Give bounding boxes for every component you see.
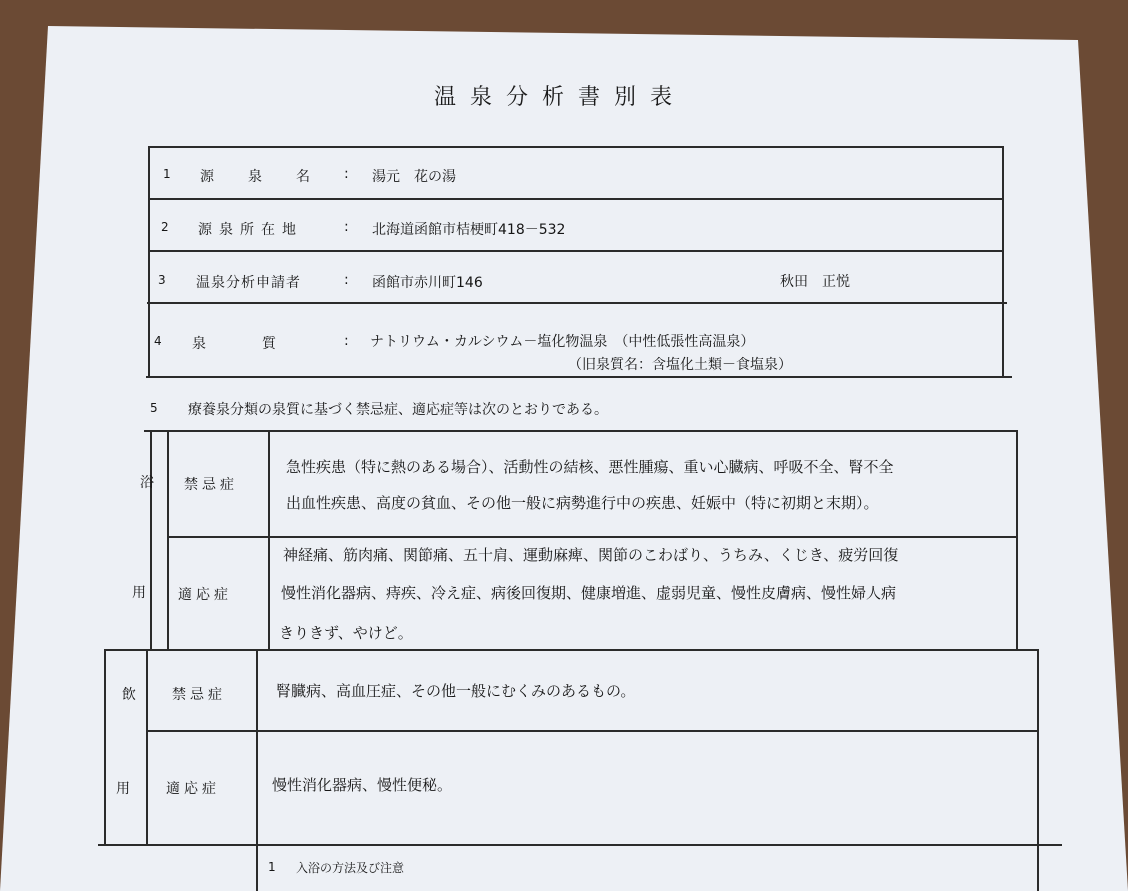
bath-indication-line: 神経痛、筋肉痛、関節痛、五十肩、運動麻痺、関節のこわばり、うちみ、くじき、疲労回復 [283,546,899,564]
spring-name: 湯元 花の湯 [372,169,456,185]
row-label: 泉 質 [192,336,276,352]
bath-contraindication-line: 出血性疾患、高度の貧血、その他一般に病勢進行中の疾患、妊娠中（特に初期と末期）。 [286,494,879,512]
bath-label: 用 [132,585,146,601]
drink-contraindications-label: 禁忌症 [172,687,226,703]
row-divider [98,844,1062,846]
spring-location: 北海道函館市桔梗町418－532 [372,222,566,238]
row-divider [148,250,1004,252]
bath-indication-line: きりきず、やけど。 [279,624,413,642]
col-divider [268,430,270,649]
bath-contraindication-line: 急性疾患（特に熱のある場合）、活動性の結核、悪性腫瘍、重い心臓病、呼吸不全、腎不全 [286,458,894,476]
spring-quality: ナトリウム・カルシウム－塩化物温泉 （中性低張性高温泉） [370,334,755,350]
row-divider [146,730,1037,732]
row-divider [147,302,1007,304]
bath-indication-line: 慢性消化器病、痔疾、冷え症、病後回復期、健康増進、虚弱児童、慢性皮膚病、慢性婦人病 [281,584,897,602]
row-number: 4 [154,334,162,348]
document-title: 温泉分析書別表 [433,85,686,110]
spring-quality-old-name: （旧泉質名：含塩化土類－食塩泉） [568,357,792,373]
bath-indications-label: 適応症 [178,587,232,603]
row-divider [148,198,1002,200]
row-number: 2 [161,220,169,234]
drink-label: 用 [116,781,130,797]
row-colon: : [344,272,349,288]
col-divider [1037,649,1039,891]
col-divider [1016,430,1018,649]
classification-statement: 療養泉分類の泉質に基づく禁忌症、適応症等は次のとおりである。 [188,402,608,418]
row-label: 源泉所在地 [198,222,303,238]
section-heading: 入浴の方法及び注意 [296,861,405,875]
drink-contraindication-line: 腎臓病、高血圧症、その他一般にむくみのあるもの。 [276,682,636,700]
row-colon: : [344,333,349,349]
drink-indications-label: 適応症 [166,781,220,797]
row-divider [104,649,1038,651]
row-divider [146,376,1012,378]
row-colon: : [344,166,349,182]
row-divider [144,430,1018,432]
row-number: 1 [163,167,171,181]
col-divider [104,649,106,844]
col-divider [150,430,152,649]
bath-contraindications-label: 禁忌症 [184,477,238,493]
row-number: 5 [150,401,158,415]
row-number: 3 [158,273,166,287]
section-number: 1 [268,860,276,874]
row-label: 源 泉 名 [200,169,312,185]
drink-label: 飲 [122,687,136,703]
col-divider [146,649,148,844]
applicant-address: 函館市赤川町146 [372,275,483,291]
col-divider [167,430,169,649]
drink-indication-line: 慢性消化器病、慢性便秘。 [272,776,453,794]
applicant-name: 秋田 正悦 [780,274,850,290]
col-divider [256,649,258,891]
bath-label: 浴 [140,475,154,491]
row-label: 温泉分析申請者 [196,275,301,291]
row-colon: : [344,219,349,235]
